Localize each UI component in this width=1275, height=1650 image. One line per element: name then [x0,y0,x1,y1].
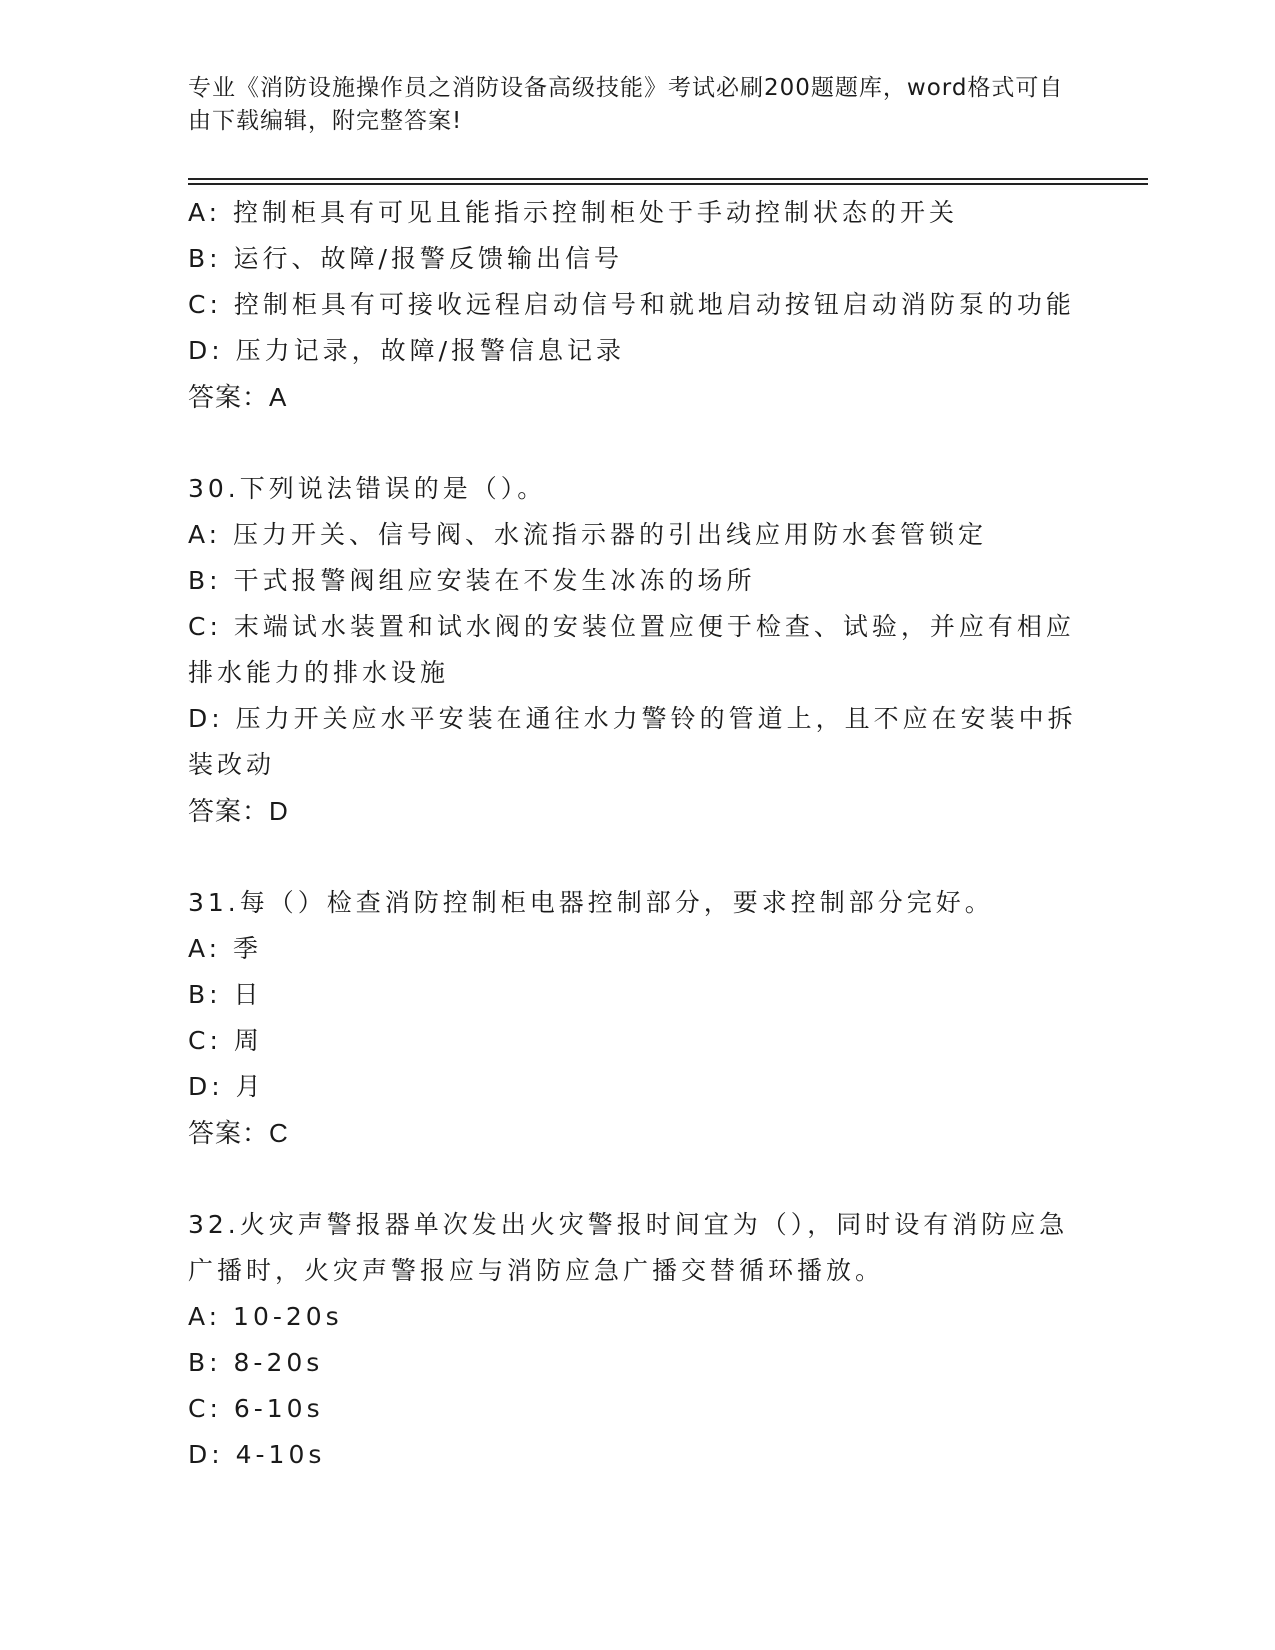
spacer [188,1156,1088,1202]
option-a: A: 季 [188,934,263,963]
question-32-block [188,1202,1088,1478]
spacer [188,834,1088,880]
option-c: C: 控制柜具有可接收远程启动信号和就地启动按钮启动消防泵的功能 [188,290,1075,319]
question-text: 32.火灾声警报器单次发出火灾警报时间宜为（），同时设有消防应急广播时，火灾声警报应与消防应急广播交替循环播放。 [188,1210,1069,1285]
option-d: D: 压力记录，故障/报警信息记录 [188,336,626,365]
option-d: D: 4-10s [188,1440,326,1469]
option-a: A: 10-20s [188,1302,343,1331]
option-c: C: 周 [188,1026,263,1055]
option-c: C: 末端试水装置和试水阀的安装位置应便于检查、试验，并应有相应排水能力的排水设施 [188,612,1075,687]
option-b: B: 8-20s [188,1348,324,1377]
question-31-block [188,880,1088,1156]
answer-line: 答案：C [188,1118,289,1148]
question-text: 31.每（）检查消防控制柜电器控制部分，要求控制部分完好。 [188,888,994,917]
option-b: B: 干式报警阀组应安装在不发生冰冻的场所 [188,566,756,595]
question-30-block [188,466,1088,834]
header-divider-bottom [188,183,1148,185]
option-c: C: 6-10s [188,1394,324,1423]
option-a: A: 控制柜具有可见且能指示控制柜处于手动控制状态的开关 [188,198,959,227]
answer-line: 答案：D [188,796,289,826]
option-d: D: 月 [188,1072,265,1101]
spacer [188,420,1088,466]
answer-line: 答案：A [188,382,288,412]
option-b: B: 运行、故障/报警反馈输出信号 [188,244,623,273]
option-d: D: 压力开关应水平安装在通往水力警铃的管道上，且不应在安装中拆装改动 [188,704,1077,779]
question-text: 30.下列说法错误的是（）。 [188,474,547,503]
question-list [188,190,1088,1478]
option-a: A: 压力开关、信号阀、水流指示器的引出线应用防水套管锁定 [188,520,988,549]
document-header: 专业《消防设施操作员之消防设备高级技能》考试必刷200题题库，word格式可自由下载编辑，附完整答案! [188,75,1064,134]
header-divider-top [188,178,1148,180]
question-29-block [188,190,1088,420]
option-b: B: 日 [188,980,263,1009]
